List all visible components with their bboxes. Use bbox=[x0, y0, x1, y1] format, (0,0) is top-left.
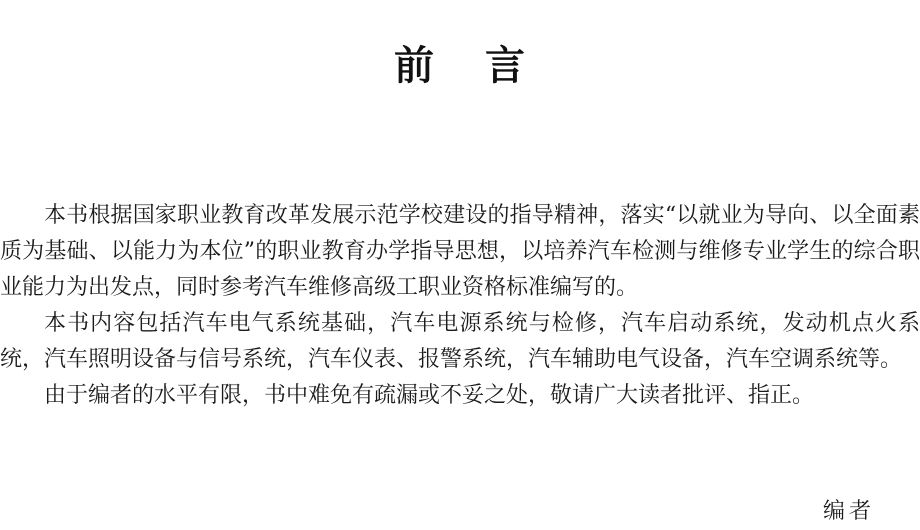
preface-paragraph-1: 本书根据国家职业教育改革发展示范学校建设的指导精神，落实“以就业为导向、以全面素质为基础、以能力为本位”的职业教育办学指导思想，以培养汽车检测与维修专业学生的综合职业能力为出发点，同时参考汽车维修高级工职业资格标准编写的。 bbox=[0, 203, 920, 300]
page-title bbox=[0, 36, 920, 96]
preface-body bbox=[0, 198, 920, 414]
title-char-words: 言 bbox=[485, 43, 526, 89]
preface-paragraph-3: 由于编者的水平有限，书中难免有疏漏或不妥之处，敬请广大读者批评、指正。 bbox=[44, 383, 815, 408]
author-signature: 编者 bbox=[823, 499, 876, 524]
preface-paragraph-2: 本书内容包括汽车电气系统基础，汽车电源系统与检修，汽车启动系统，发动机点火系统，汽车照明设备与信号系统，汽车仪表、报警系统，汽车辅助电气设备，汽车空调系统等。 bbox=[0, 311, 920, 372]
title-char-front: 前 bbox=[394, 43, 435, 89]
